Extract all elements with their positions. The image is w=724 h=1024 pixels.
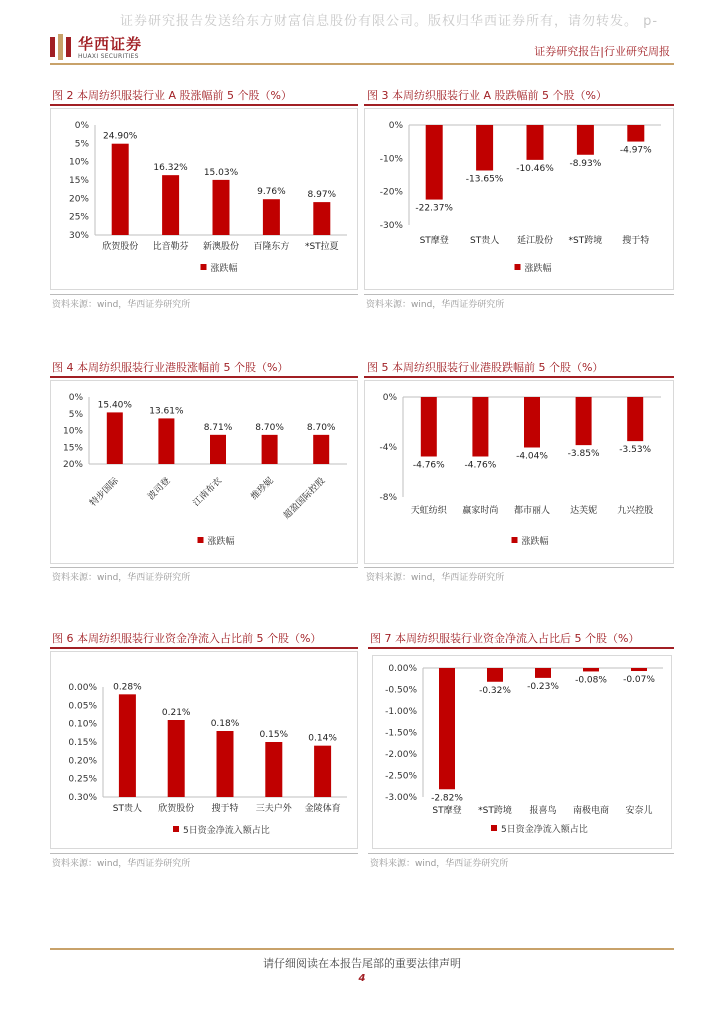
- legend-swatch: [173, 826, 179, 832]
- y-tick-label: 0.00%: [388, 664, 417, 674]
- data-label: 0.15%: [259, 730, 289, 740]
- figure-6-title-rule: [50, 647, 358, 649]
- x-category-label: ST贵人: [469, 236, 500, 246]
- data-label: 0.28%: [113, 682, 142, 693]
- bar: [487, 668, 503, 682]
- x-category-label: 波司登: [146, 476, 173, 503]
- y-tick-label: 5%: [74, 139, 89, 150]
- x-category-label: 特步国际: [88, 476, 121, 509]
- y-tick-label: 0.20%: [68, 756, 97, 767]
- data-label: -0.32%: [479, 685, 511, 696]
- y-tick-label: 15%: [62, 443, 83, 454]
- logo-name-cn: 华西证券: [78, 35, 143, 53]
- legend-label: 5日资金净流入额占比: [183, 826, 270, 836]
- figure-4-panel: [50, 380, 358, 564]
- x-category-label: *ST跨境: [568, 236, 603, 246]
- x-category-label: 维珍妮: [249, 476, 276, 503]
- bar: [577, 125, 594, 155]
- y-tick-label: 0%: [68, 393, 83, 403]
- data-label: -0.08%: [575, 675, 607, 686]
- y-tick-label: 15%: [68, 176, 89, 186]
- y-tick-label: 20%: [62, 460, 83, 470]
- x-category-label: 达芙妮: [570, 506, 598, 516]
- y-tick-label: 0.10%: [68, 719, 97, 730]
- y-tick-label: -3.00%: [385, 793, 417, 803]
- x-category-label: 都市丽人: [513, 506, 551, 516]
- y-tick-label: -20%: [379, 187, 403, 198]
- bar: [426, 125, 443, 200]
- bar: [262, 435, 278, 464]
- bar: [162, 175, 179, 235]
- bar: [313, 202, 330, 235]
- y-tick-label: -1.00%: [385, 707, 417, 717]
- figure-6-chart: [51, 652, 357, 848]
- data-label: -4.76%: [464, 460, 497, 471]
- bar: [535, 668, 551, 678]
- y-tick-label: 0.00%: [68, 683, 97, 693]
- data-label: -22.37%: [415, 203, 453, 214]
- figure-6-source-rule: [50, 853, 358, 854]
- x-category-label: *ST拉夏: [304, 242, 339, 252]
- y-tick-label: -2.00%: [385, 750, 417, 760]
- bar: [265, 742, 282, 797]
- data-label: -10.46%: [516, 163, 554, 174]
- x-category-label: 超盈国际控股: [282, 476, 328, 522]
- figure-5-title-rule: [364, 376, 674, 378]
- bar: [313, 435, 329, 464]
- bar: [213, 180, 230, 235]
- x-category-label: 欣贺股份: [158, 804, 195, 814]
- x-category-label: 欣贺股份: [102, 242, 139, 252]
- data-label: 15.03%: [203, 167, 239, 178]
- bar: [107, 412, 123, 464]
- data-label: 9.76%: [257, 187, 286, 198]
- figure-5-source: 资料来源：wind，华西证券研究所: [366, 573, 505, 583]
- figure-5-panel: [364, 380, 674, 564]
- legend-label: 涨跌幅: [521, 537, 549, 547]
- x-category-label: 搜于特: [622, 236, 650, 246]
- figure-2-title-rule: [50, 104, 358, 106]
- y-tick-label: -8%: [379, 493, 397, 503]
- legend-label: 涨跌幅: [207, 537, 235, 547]
- y-tick-label: 20%: [68, 194, 89, 205]
- x-category-label: 九兴控股: [617, 506, 654, 516]
- figure-6-title: 图 6 本周纺织服装行业资金净流入占比前 5 个股（%）: [52, 632, 322, 645]
- y-tick-label: -0.50%: [385, 685, 417, 696]
- figure-3-title: 图 3 本周纺织服装行业 A 股跌幅前 5 个股（%）: [367, 89, 607, 102]
- bar: [583, 668, 599, 671]
- data-label: 13.61%: [149, 406, 184, 417]
- figure-3-source-rule: [364, 294, 674, 295]
- report-type-label: 证券研究报告|行业研究周报: [534, 45, 670, 58]
- figure-5-title: 图 5 本周纺织服装行业港股跌幅前 5 个股（%）: [367, 361, 604, 374]
- data-label: -2.82%: [431, 793, 463, 804]
- figure-7-chart: [373, 656, 671, 848]
- figure-4-source-rule: [50, 567, 358, 568]
- x-category-label: 赢家时尚: [462, 506, 499, 516]
- bar: [631, 668, 647, 671]
- x-category-label: 新澳股份: [202, 242, 240, 252]
- bar: [439, 668, 455, 789]
- bar: [168, 720, 185, 797]
- x-category-label: 百隆东方: [253, 242, 290, 252]
- data-label: 16.32%: [153, 163, 188, 174]
- bar: [576, 397, 592, 445]
- figure-2-panel: [50, 108, 358, 290]
- data-label: 24.90%: [103, 131, 138, 142]
- legend-swatch: [515, 264, 521, 270]
- figure-5-chart: [365, 381, 673, 563]
- figure-5-source-rule: [364, 567, 674, 568]
- data-label: 0.18%: [210, 719, 240, 729]
- bar: [627, 397, 643, 441]
- y-tick-label: 0%: [74, 121, 89, 131]
- figure-2-source-rule: [50, 294, 358, 295]
- x-category-label: ST摩登: [432, 806, 462, 816]
- figure-7-panel: [372, 655, 672, 849]
- x-category-label: 金陵体育: [304, 804, 341, 814]
- bar: [627, 125, 644, 142]
- figure-7-title-rule: [368, 647, 674, 649]
- y-tick-label: 25%: [68, 212, 89, 223]
- x-category-label: 搜于特: [211, 804, 239, 814]
- bar: [524, 397, 540, 448]
- x-category-label: *ST跨境: [478, 806, 512, 816]
- footer-disclaimer: 请仔细阅读在本报告尾部的重要法律声明: [263, 957, 461, 970]
- y-tick-label: -4%: [379, 443, 397, 453]
- data-label: -13.65%: [465, 174, 504, 185]
- y-tick-label: 5%: [68, 409, 83, 420]
- data-label: -4.04%: [516, 451, 548, 462]
- data-label: -8.93%: [569, 158, 602, 169]
- y-tick-label: -2.50%: [385, 771, 417, 782]
- figure-7-title: 图 7 本周纺织服装行业资金净流入占比后 5 个股（%）: [370, 632, 640, 645]
- figure-4-chart: [51, 381, 357, 563]
- figure-6-source: 资料来源：wind，华西证券研究所: [52, 859, 191, 869]
- x-category-label: ST摩登: [419, 236, 449, 246]
- figure-2-source: 资料来源：wind，华西证券研究所: [52, 300, 191, 310]
- legend-swatch: [198, 537, 204, 543]
- x-category-label: 延江股份: [516, 236, 554, 246]
- figure-2-title: 图 2 本周纺织服装行业 A 股涨幅前 5 个股（%）: [52, 89, 292, 102]
- bar: [527, 125, 544, 160]
- data-label: 8.70%: [306, 422, 336, 433]
- figure-4-title: 图 4 本周纺织服装行业港股涨幅前 5 个股（%）: [52, 361, 289, 374]
- x-category-label: 天虹纺织: [410, 506, 447, 516]
- figure-2-chart: [51, 109, 357, 289]
- bar: [421, 397, 437, 457]
- bar: [158, 418, 174, 464]
- y-tick-label: 0%: [388, 121, 403, 131]
- x-category-label: 三夫户外: [255, 804, 292, 814]
- data-label: -0.23%: [527, 681, 559, 692]
- figure-7-source-rule: [368, 853, 674, 854]
- x-category-label: 比音勒芬: [152, 242, 189, 252]
- data-label: -4.97%: [619, 145, 652, 156]
- data-label: 15.40%: [97, 400, 132, 411]
- watermark-text: 证券研究报告发送给东方财富信息股份有限公司。版权归华西证券所有，请勿转发。 p-: [120, 14, 659, 29]
- y-tick-label: 0.25%: [68, 774, 97, 785]
- y-tick-label: -10%: [379, 154, 403, 165]
- bar: [476, 125, 493, 171]
- header-rule: [50, 63, 674, 65]
- figure-3-panel: [364, 108, 674, 290]
- data-label: 0.21%: [161, 708, 191, 718]
- huaxi-logo-icon: [50, 34, 72, 60]
- bar: [472, 397, 488, 457]
- x-category-label: ST贵人: [112, 804, 143, 814]
- figure-3-source: 资料来源：wind，华西证券研究所: [366, 300, 505, 310]
- bar: [263, 199, 280, 235]
- data-label: 8.70%: [255, 422, 284, 433]
- bar: [112, 144, 129, 235]
- figure-4-title-rule: [50, 376, 358, 378]
- bar: [119, 694, 136, 797]
- page-number: 4: [358, 973, 366, 984]
- legend-label: 5日资金净流入额占比: [501, 825, 588, 835]
- figure-3-title-rule: [364, 104, 674, 106]
- y-tick-label: 10%: [68, 157, 89, 168]
- footer-rule: [50, 948, 674, 950]
- data-label: -3.85%: [567, 449, 600, 460]
- legend-swatch: [491, 825, 497, 831]
- logo-name-en: HUAXI SECURITIES: [78, 53, 139, 60]
- legend-label: 涨跌幅: [210, 264, 238, 274]
- bar: [217, 731, 234, 797]
- x-category-label: 安奈儿: [625, 806, 653, 816]
- data-label: -4.76%: [412, 460, 445, 471]
- y-tick-label: 30%: [68, 231, 89, 241]
- bar: [314, 746, 331, 797]
- y-tick-label: 0%: [382, 393, 397, 403]
- figure-3-chart: [365, 109, 673, 289]
- y-tick-label: 10%: [62, 426, 83, 437]
- data-label: -3.53%: [619, 445, 652, 456]
- data-label: 8.71%: [203, 422, 233, 433]
- figure-6-panel: [50, 651, 358, 849]
- figure-7-source: 资料来源：wind，华西证券研究所: [370, 859, 509, 869]
- y-tick-label: -30%: [379, 221, 403, 231]
- data-label: 0.14%: [308, 733, 337, 744]
- y-tick-label: 0.05%: [68, 701, 97, 712]
- x-category-label: 南极电商: [572, 806, 610, 816]
- legend-label: 涨跌幅: [524, 264, 552, 274]
- legend-swatch: [201, 264, 207, 270]
- x-category-label: 报喜鸟: [529, 806, 557, 816]
- y-tick-label: 0.30%: [68, 793, 97, 803]
- data-label: -0.07%: [623, 675, 655, 686]
- y-tick-label: 0.15%: [68, 738, 97, 748]
- legend-swatch: [512, 537, 518, 543]
- bar: [210, 435, 226, 464]
- figure-4-source: 资料来源：wind，华西证券研究所: [52, 573, 191, 583]
- y-tick-label: -1.50%: [385, 728, 417, 739]
- data-label: 8.97%: [307, 190, 337, 201]
- x-category-label: 江南布衣: [191, 476, 225, 509]
